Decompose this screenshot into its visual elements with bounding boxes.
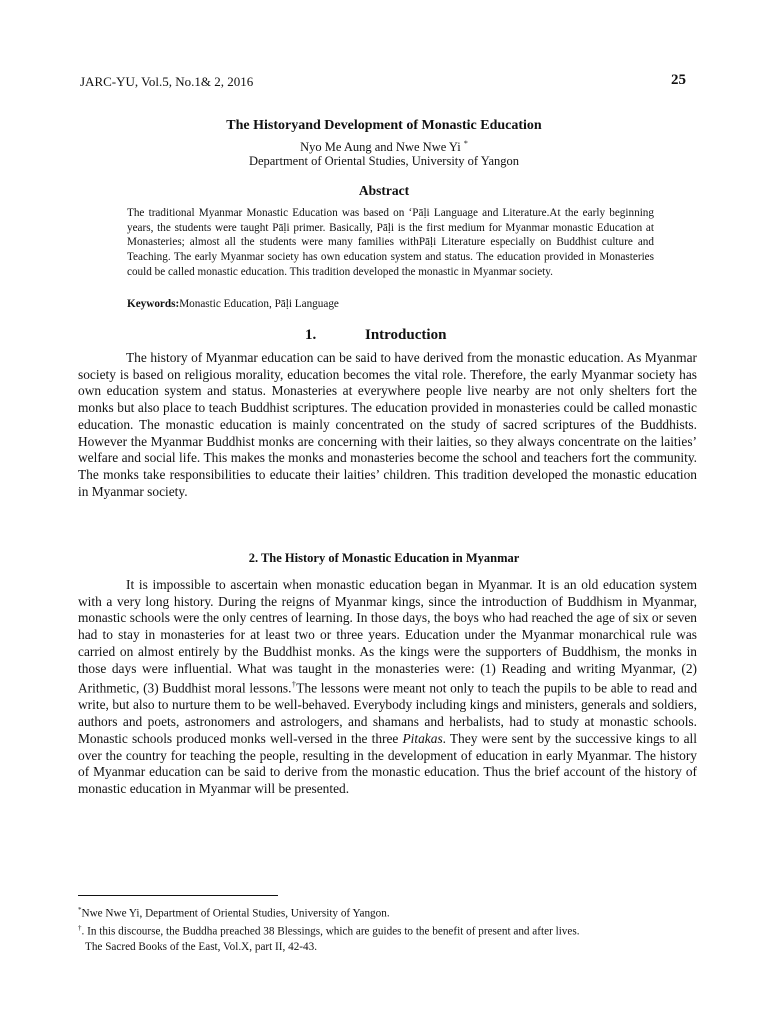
footnote-1-text: Nwe Nwe Yi, Department of Oriental Studies, University of Yangon. <box>81 907 390 920</box>
footnote-2-text: . In this discourse, the Buddha preached 38 Blessings, which are guides to the benefit of present and after lives. <box>81 926 580 939</box>
history-text-part1: It is impossible to ascertain when monastic education began in Myanmar. It is an old education system with a very long history. During the reigns of Myanmar kings, since the introduction of Buddhism in Myanmar, monastic schools were the only centres of learning. In those days, the boys who had reached the age of six or seven had to stay in monasteries for at least two or three years. Education under the Myanmar monarchical rule was carried on almost entirely by the Buddhist monks. As the kings were the supporters of Buddhism, the monks in those days were influential. What was taught in the monasteries were: (1) Reading and writing Myanmar, (2) Arithmetic, (3) Buddhist moral lessons. <box>78 577 697 696</box>
section-1-title: Introduction <box>365 327 447 343</box>
footnotes <box>78 903 698 954</box>
section-1-heading <box>305 327 446 344</box>
abstract-heading: Abstract <box>358 183 410 198</box>
section-2-heading: 2. The History of Monastic Education in Myanmar <box>248 551 520 565</box>
footnote-divider <box>78 895 278 896</box>
author-footnote-mark: * <box>463 139 468 148</box>
pitakas-term: Pitakas <box>402 730 443 746</box>
history-paragraph <box>78 577 697 798</box>
footnote-2-mark: † <box>78 924 82 933</box>
paper-title: The Historyand Development of Monastic Education <box>226 118 542 133</box>
footnote-2-continuation: The Sacred Books of the East, Vol.X, part II, 42-43. <box>85 940 317 953</box>
introduction-paragraph: The history of Myanmar education can be said to have derived from the monastic education. As Myanmar society is based on religious morality, education becomes the vital role. Therefore, the early Myanmar society has own education system and status. Monasteries at everywhere people live nearby are not only shelters fort the monks but also place to teach Buddhist scriptures. The education provided in monasteries could be called monastic education. The monastic education is mainly concentrated on the study of sacred scriptures of the Buddhists. However the Myanmar Buddhist monks are concerning with their laities, so they always concentrate on the laities’ welfare and social life. This makes the monks and monasteries become the school and teachers fort the community. The monks take responsibilities to educate their laities’ children. This tradition developed the monastic education in Myanmar society. <box>78 350 697 499</box>
section-1-number: 1. <box>305 327 317 343</box>
authors: Nyo Me Aung and Nwe Nwe Yi <box>300 140 461 155</box>
footnote-1-mark: * <box>78 906 82 914</box>
keywords-line <box>127 298 339 310</box>
history-text-part2: The lessons were meant not only to teach the pupils to be able to read and write, but also to nurture them to be well-behaved. Everybody including kings and ministers, generals and soldiers, authors and poets, astronomers and astrologers, and shamans and herbalists, had to study at monastic schools. Monastic schools produced monks well-versed in the three <box>78 680 698 746</box>
page-number: 25 <box>671 72 686 88</box>
affiliation: Department of Oriental Studies, University of Yangon <box>248 154 520 168</box>
footnote-dagger-mark: † <box>291 680 297 690</box>
author-line <box>0 139 768 155</box>
journal-citation: JARC-YU, Vol.5, No.1& 2, 2016 <box>80 74 254 89</box>
abstract-text: The traditional Myanmar Monastic Education was based on ‘Pāḷi Language and Literature.At the early beginning years, the students were taught Pāḷi primer. Basically, Pāḷi is the first medium for Myanmar monastic Education at Monasteries; almost all the students were many families withPāḷi Literature especially on Buddhist culture and Teaching. The early Myanmar society has own education system and status. The education provided in Monasteries could be called monastic education. This tradition developed the monastic in Myanmar society. <box>127 207 654 278</box>
running-header <box>80 74 686 92</box>
footnote-1 <box>78 903 698 921</box>
footnote-2 <box>78 921 698 939</box>
keywords-value: Monastic Education, Pāḷi Language <box>179 298 339 310</box>
history-text-part3: . They were sent by the successive kings to all over the country for teaching the people, resulting in the development of education in early Myanmar. The history of Myanmar education can be said to derive from the monastic education. Thus the brief account of the history of monastic education in Myanmar will be presented. <box>78 730 697 796</box>
keywords-label: Keywords: <box>127 298 180 310</box>
